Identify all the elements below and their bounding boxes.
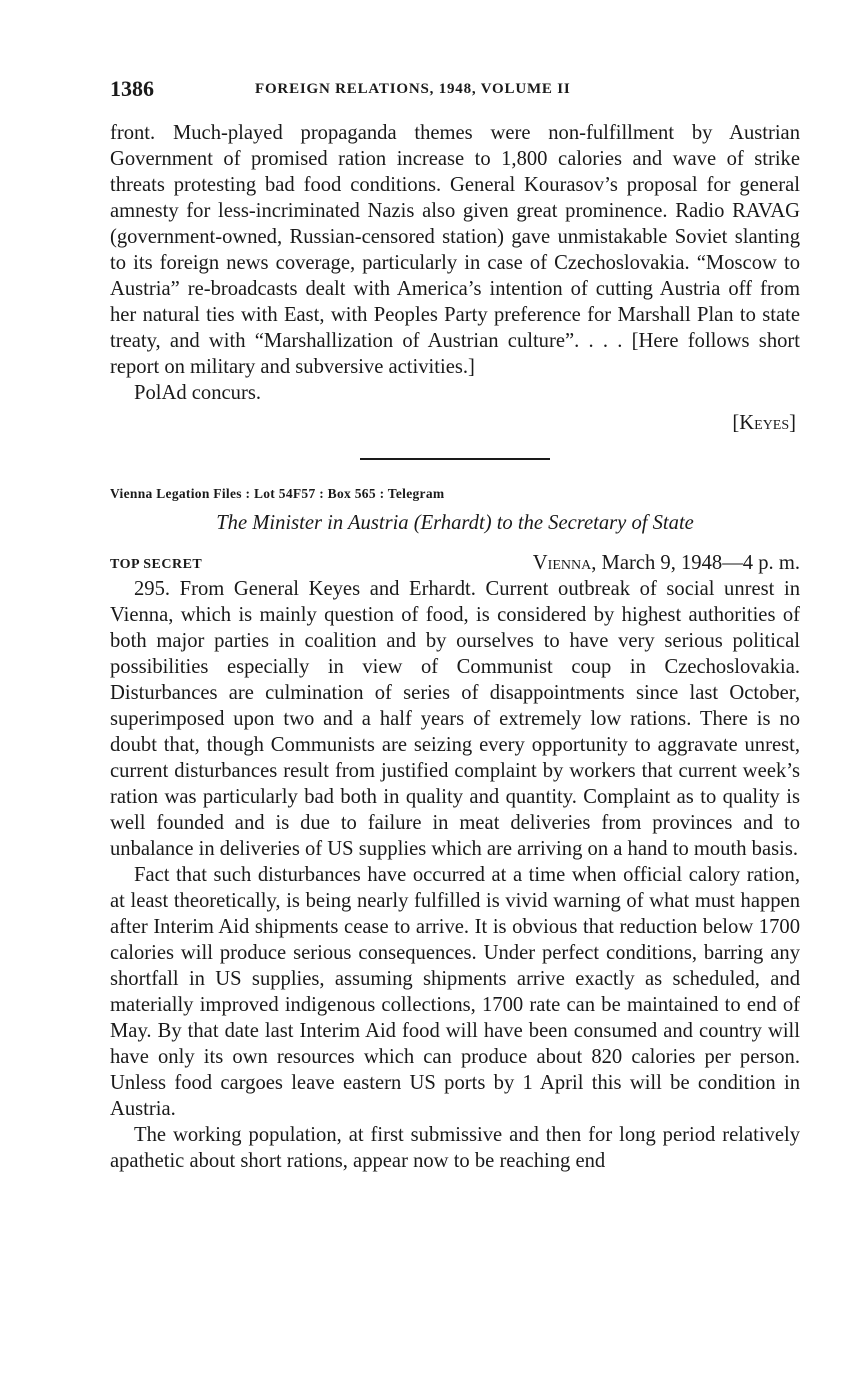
source-note: Vienna Legation Files : Lot 54F57 : Box 565 : Telegram <box>110 486 445 501</box>
classification-label: TOP SECRET <box>110 557 203 572</box>
section-divider <box>360 458 550 460</box>
running-title: FOREIGN RELATIONS, 1948, VOLUME II <box>255 81 571 97</box>
dateline-city: Vienna, <box>532 552 597 574</box>
running-head <box>110 72 800 106</box>
document-page <box>110 72 800 1174</box>
page-number: 1386 <box>110 76 154 101</box>
dateline-date: March 9, 1948—4 p. m. <box>596 552 800 574</box>
dateline-row <box>110 550 800 576</box>
signature: [Keyes] <box>732 412 796 434</box>
paragraph: PolAd concurs. <box>134 382 261 404</box>
paragraph: front. Much-played propaganda themes were non-fulfillment by Austrian Government of promised ration increase to 1,800 calories and wave of strike threats protesting bad food conditions. General Kourasov’s proposal for general amnesty for less-incriminated Nazis also given great prominence. Radio RAVAG (government-owned, Russian-censored station) gave unmistakable Soviet slanting to its foreign news coverage, particularly in case of Czechoslovakia. “Moscow to Austria” re-broadcasts dealt with America’s intention of cutting Austria off from her natural ties with East, with Peoples Party preference for Marshall Plan to state treaty, and with “Marshallization of Austrian culture”. . . . [Here follows short report on military and subversive activities.] <box>110 122 800 378</box>
paragraph: The working population, at first submissive and then for long period relatively apathetic about short rations, appear now to be reaching end <box>110 1124 800 1172</box>
previous-document-text <box>110 120 800 406</box>
paragraph: 295. From General Keyes and Erhardt. Current outbreak of social unrest in Vienna, which is mainly question of food, is considered by highest authorities of both major parties in coalition and by ourselves to have very serious political possibilities especially in view of Communist coup in Czechoslovakia. Disturbances are culmination of series of disappointments since last October, superimposed upon two and a half years of extremely low rations. There is no doubt that, though Communists are seizing every opportunity to aggravate unrest, current disturbances result from justified complaint by workers that current week’s ration was particularly bad both in quality and quantity. Complaint as to quality is well founded and is due to failure in meat deliveries from provinces and to unbalance in deliveries of US supplies which are arriving on a hand to mouth basis. <box>110 578 800 860</box>
document-heading: The Minister in Austria (Erhardt) to the Secretary of State <box>216 512 694 534</box>
document-body <box>110 576 800 1174</box>
paragraph: Fact that such disturbances have occurred at a time when official calory ration, at least theoretically, is being nearly fulfilled is vivid warning of what must happen after Interim Aid shipments cease to arrive. It is obvious that reduction below 1700 calories will produce serious consequences. Under perfect conditions, barring any shortfall in US supplies, assuming shipments arrive exactly as scheduled, and materially improved indigenous collections, 1700 rate can be maintained to end of May. By that date last Interim Aid food will have been consumed and country will have only its own resources which can produce about 820 calories per person. Unless food cargoes leave eastern US ports by 1 April this will be condition in Austria. <box>110 864 800 1120</box>
dateline <box>533 550 800 576</box>
